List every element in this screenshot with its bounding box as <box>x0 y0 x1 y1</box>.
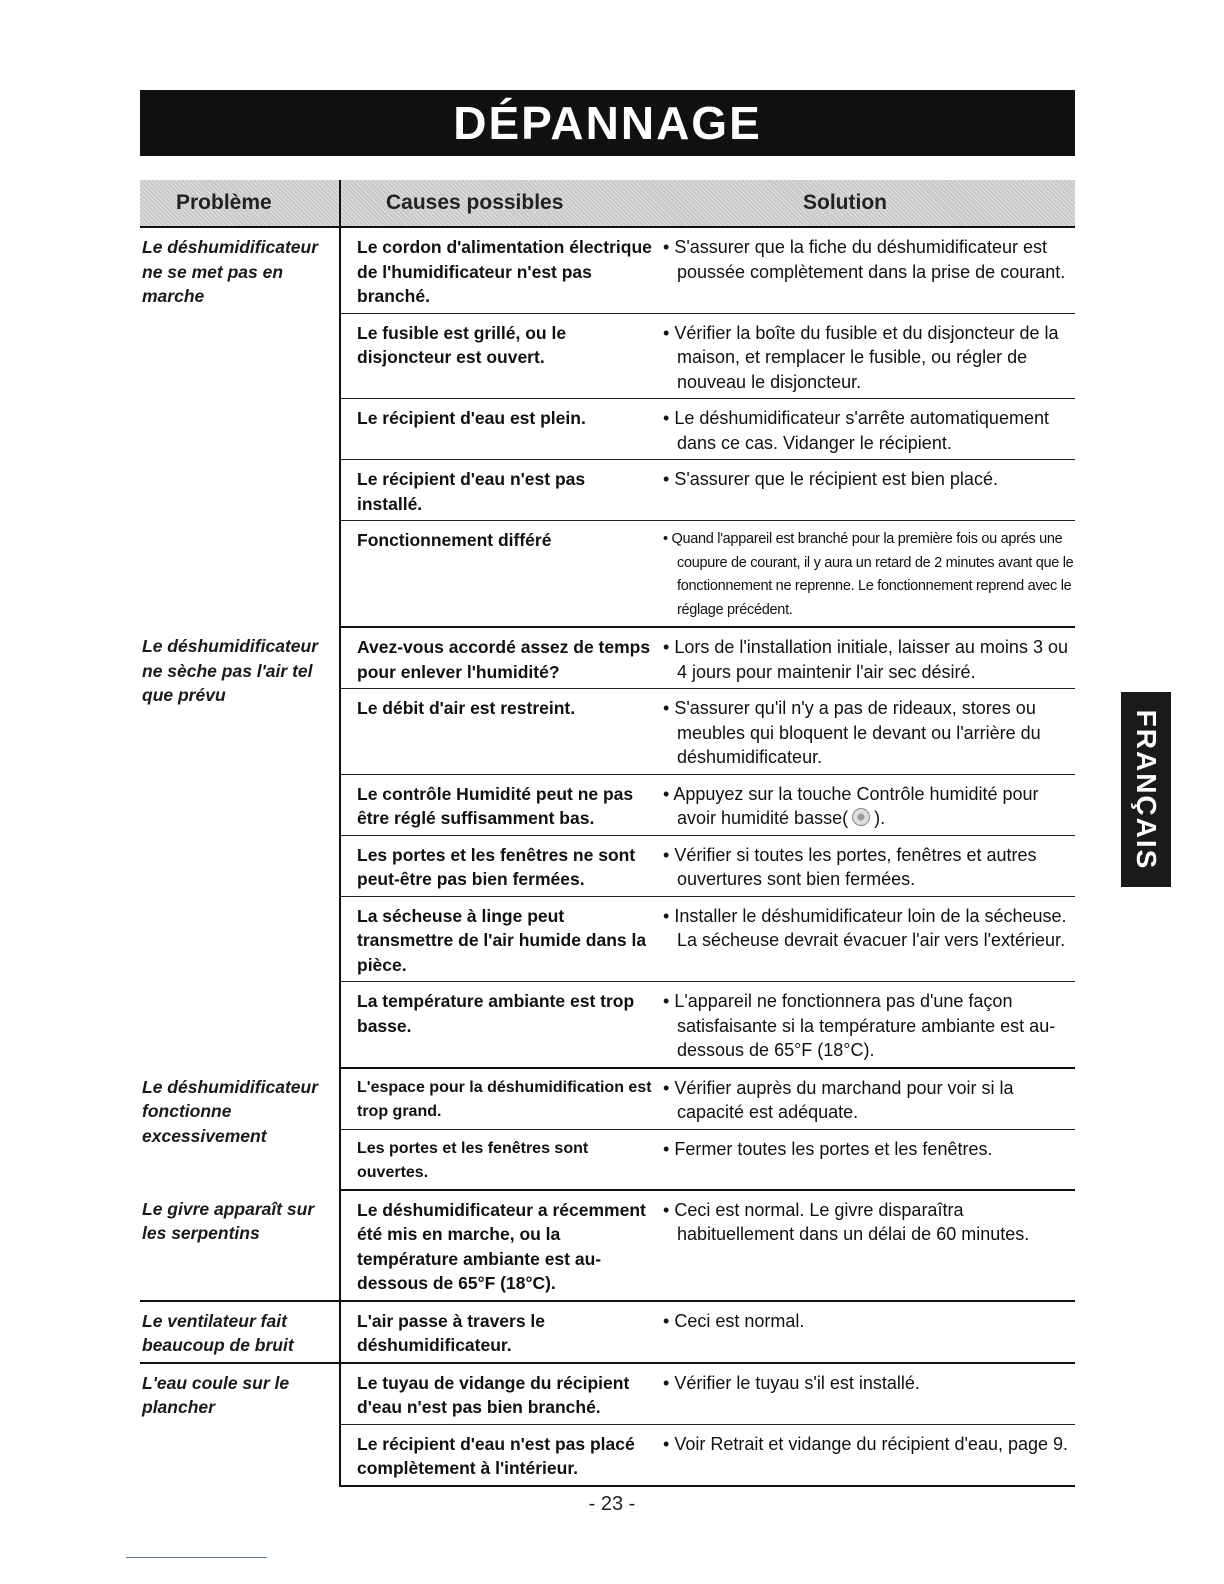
cause-cell: Le fusible est grillé, ou le disjoncteur est ouvert. <box>340 313 663 399</box>
cause-cell: La sécheuse à linge peut transmettre de l'air humide dans la pièce. <box>340 896 663 982</box>
footer-rule <box>126 1557 267 1558</box>
table-row <box>140 228 1075 313</box>
cause-cell: Les portes et les fenêtres ne sont peut-être pas bien fermées. <box>340 835 663 896</box>
header-problem: Problème <box>176 191 272 214</box>
page-title: DÉPANNAGE <box>140 90 1075 156</box>
cause-cell: Les portes et les fenêtres sont ouvertes. <box>340 1129 663 1190</box>
cause-cell: Le contrôle Humidité peut ne pas être réglé suffisamment bas. <box>340 774 663 835</box>
table-row <box>140 1190 1075 1301</box>
cause-cell: Avez-vous accordé assez de temps pour enlever l'humidité? <box>340 627 663 689</box>
header-causes: Causes possibles <box>386 191 564 214</box>
solution-cell: • Fermer toutes les portes et les fenêtres. <box>663 1129 1075 1190</box>
solution-cell: • Vérifier la boîte du fusible et du disjoncteur de la maison, et remplacer le fusible, ou régler de nouveau le disjoncteur. <box>663 313 1075 399</box>
solution-cell: • S'assurer que le récipient est bien placé. <box>663 460 1075 521</box>
solution-cell: • Voir Retrait et vidange du récipient d'eau, page 9. <box>663 1424 1075 1486</box>
table-row <box>140 1363 1075 1425</box>
language-tab <box>1121 692 1171 887</box>
page-number: - 23 - <box>588 1493 636 1515</box>
table-row <box>140 1068 1075 1130</box>
problem-cell: Le déshumidificateur ne se met pas en marche <box>140 228 340 627</box>
problem-cell: Le déshumidificateur ne sèche pas l'air tel que prévu <box>140 627 340 1068</box>
solution-cell: • Installer le déshumidificateur loin de la sécheuse. La sécheuse devrait évacuer l'air vers l'extérieur. <box>663 896 1075 982</box>
problem-cell: L'eau coule sur le plancher <box>140 1363 340 1486</box>
header-solution: Solution <box>803 191 887 214</box>
problem-cell: Le ventilateur fait beaucoup de bruit <box>140 1301 340 1363</box>
solution-cell: • Appuyez sur la touche Contrôle humidité pour avoir humidité basse( ). <box>663 774 1075 835</box>
solution-cell: • S'assurer qu'il n'y a pas de rideaux, stores ou meubles qui bloquent le devant ou l'arrière du déshumidificateur. <box>663 689 1075 775</box>
solution-cell: • Quand l'appareil est branché pour la première fois ou aprés une coupure de courant, il y aura un retard de 2 minutes avant que le fonctionnement ne reprenne. Le fonctionnement reprend avec le réglage précédent. <box>663 521 1075 628</box>
troubleshooting-table <box>140 228 1075 1487</box>
solution-cell: • Ceci est normal. Le givre disparaîtra habituellement dans un délai de 60 minutes. <box>663 1190 1075 1301</box>
solution-cell: • L'appareil ne fonctionnera pas d'une façon satisfaisante si la température ambiante est au-dessous de 65°F (18°C). <box>663 982 1075 1068</box>
cause-cell: Le déshumidificateur a récemment été mis en marche, ou la température ambiante est au-dessous de 65°F (18°C). <box>340 1190 663 1301</box>
cause-cell: Le débit d'air est restreint. <box>340 689 663 775</box>
cause-cell: Le récipient d'eau n'est pas placé complètement à l'intérieur. <box>340 1424 663 1486</box>
solution-cell: • Ceci est normal. <box>663 1301 1075 1363</box>
cause-cell: Fonctionnement différé <box>340 521 663 628</box>
solution-cell: • Vérifier auprès du marchand pour voir si la capacité est adéquate. <box>663 1068 1075 1130</box>
solution-cell: • Vérifier le tuyau s'il est installé. <box>663 1363 1075 1425</box>
cause-cell: Le récipient d'eau est plein. <box>340 399 663 460</box>
cause-cell: L'espace pour la déshumidification est trop grand. <box>340 1068 663 1130</box>
cause-cell: Le tuyau de vidange du récipient d'eau n'est pas bien branché. <box>340 1363 663 1425</box>
table-row <box>140 1301 1075 1363</box>
solution-cell: • S'assurer que la fiche du déshumidificateur est poussée complètement dans la prise de courant. <box>663 228 1075 313</box>
cause-cell: Le cordon d'alimentation électrique de l'humidificateur n'est pas branché. <box>340 228 663 313</box>
header-divider <box>339 180 341 226</box>
table-header <box>140 180 1075 228</box>
cause-cell: La température ambiante est trop basse. <box>340 982 663 1068</box>
cause-cell: L'air passe à travers le déshumidificateur. <box>340 1301 663 1363</box>
low-humidity-icon <box>852 808 870 826</box>
table-row <box>140 627 1075 689</box>
solution-cell: • Lors de l'installation initiale, laisser au moins 3 ou 4 jours pour maintenir l'air sec désiré. <box>663 627 1075 689</box>
cause-cell: Le récipient d'eau n'est pas installé. <box>340 460 663 521</box>
problem-cell: Le déshumidificateur fonctionne excessivement <box>140 1068 340 1190</box>
language-tab-label: FRANÇAIS <box>1131 709 1162 870</box>
problem-cell: Le givre apparaît sur les serpentins <box>140 1190 340 1301</box>
solution-cell: • Vérifier si toutes les portes, fenêtres et autres ouvertures sont bien fermées. <box>663 835 1075 896</box>
solution-cell: • Le déshumidificateur s'arrête automatiquement dans ce cas. Vidanger le récipient. <box>663 399 1075 460</box>
